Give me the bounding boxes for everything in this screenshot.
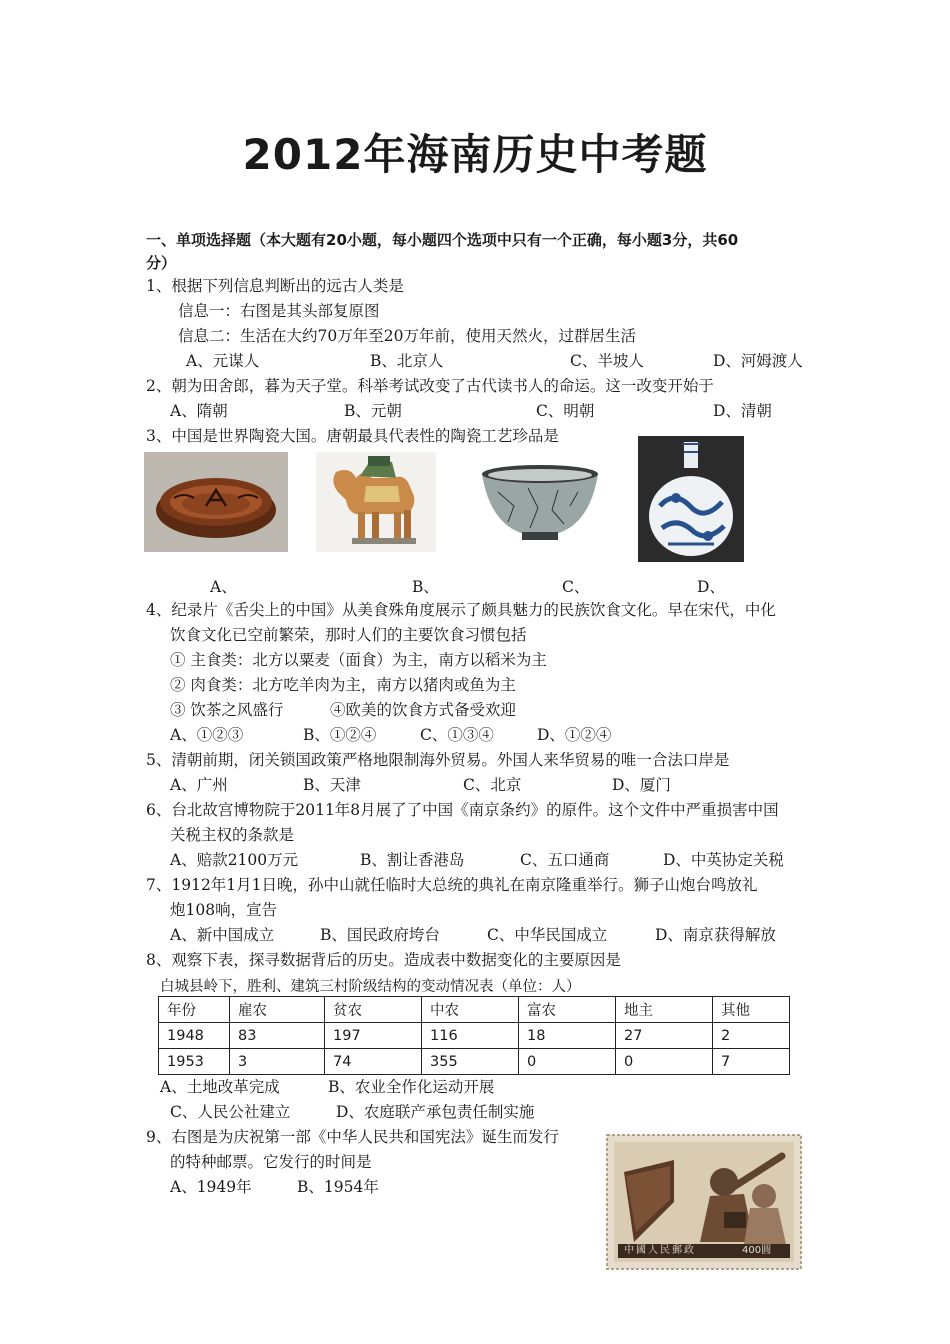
table-cell: 1948 — [159, 1023, 230, 1049]
q6-stem-cont: 关税主权的条款是 — [170, 826, 295, 844]
q7-stem: 7、1912年1月1日晚，孙中山就任临时大总统的典礼在南京隆重举行。狮子山炮台鸣放礼 — [146, 876, 758, 894]
q7-option-d: D、南京获得解放 — [655, 926, 776, 944]
q7-stem-cont: 炮108响，宣告 — [170, 901, 278, 919]
q4-option-d: D、①②④ — [537, 726, 612, 744]
table-cell: 3 — [230, 1049, 325, 1075]
q6-option-c: C、五口通商 — [520, 851, 610, 869]
table-header-cell: 中农 — [422, 997, 519, 1023]
q1-info1: 信息一：右图是其头部复原图 — [178, 302, 380, 320]
q6-option-d: D、中英协定关税 — [663, 851, 784, 869]
q5-stem: 5、清朝前期，闭关锁国政策严格地限制海外贸易。外国人来华贸易的唯一合法口岸是 — [146, 751, 730, 769]
q1-option-a: A、元谋人 — [186, 352, 260, 370]
table-caption: 白城县岭下，胜利、建筑三村阶级结构的变动情况表（单位：人） — [160, 979, 581, 995]
crackle-celadon-bowl-image — [478, 462, 602, 546]
constitution-stamp-image — [604, 1132, 804, 1272]
stamp-value-text: 400圓 — [742, 1245, 772, 1256]
q8-option-b: B、农业全作化运动开展 — [328, 1078, 495, 1096]
table-header-cell: 雇农 — [230, 997, 325, 1023]
q9-option-b: B、1954年 — [297, 1178, 379, 1196]
table-header-cell: 其他 — [713, 997, 790, 1023]
q4-option-c: C、①③④ — [420, 726, 494, 744]
q6-option-b: B、割让香港岛 — [360, 851, 465, 869]
q4-stem: 4、纪录片《舌尖上的中国》从美食殊角度展示了颇具魅力的民族饮食文化。早在宋代，中化 — [146, 601, 776, 619]
table-header-cell: 年份 — [159, 997, 230, 1023]
q2-option-d: D、清朝 — [713, 402, 772, 420]
q1-info2: 信息二：生活在大约70万年至20万年前，使用天然火，过群居生活 — [178, 327, 636, 345]
q4-option-a: A、①②③ — [170, 726, 244, 744]
table-cell: 0 — [519, 1049, 616, 1075]
q4-stem-cont: 饮食文化已空前繁荣，那时人们的主要饮食习惯包括 — [170, 626, 527, 644]
q8-option-c: C、人民公社建立 — [170, 1103, 291, 1121]
table-header-row — [159, 997, 790, 1023]
table-cell: 27 — [616, 1023, 713, 1049]
table-cell: 1953 — [159, 1049, 230, 1075]
q6-stem: 6、台北故宫博物院于2011年8月展了了中国《南京条约》的原件。这个文件中严重损害中国 — [146, 801, 779, 819]
q1-stem: 1、根据下列信息判断出的远古人类是 — [146, 277, 404, 295]
q9-stem: 9、右图是为庆祝第一部《中华人民共和国宪法》诞生而发行 — [146, 1128, 559, 1146]
table-cell: 355 — [422, 1049, 519, 1075]
q3-option-a: A、 — [210, 578, 237, 596]
table-cell: 18 — [519, 1023, 616, 1049]
tang-sancai-camel-image — [316, 452, 436, 552]
stamp-issuer-text: 中國人民郵政 — [624, 1245, 696, 1256]
table-header-cell: 贫农 — [325, 997, 422, 1023]
q5-option-a: A、广州 — [170, 776, 228, 794]
table-row — [159, 1049, 790, 1075]
table-header-cell: 地主 — [616, 997, 713, 1023]
q1-option-c: C、半坡人 — [570, 352, 644, 370]
q1-option-b: B、北京人 — [370, 352, 444, 370]
page-title: 2012年海南历史中考题 — [242, 130, 708, 179]
q3-stem: 3、中国是世界陶瓷大国。唐朝最具代表性的陶瓷工艺珍品是 — [146, 427, 559, 445]
table-row — [159, 1023, 790, 1049]
blue-white-dragon-vase-image — [638, 436, 744, 562]
q4-item2: ② 肉食类：北方吃羊肉为主，南方以猪肉或鱼为主 — [170, 676, 516, 694]
q8-option-d: D、农庭联产承包责任制实施 — [336, 1103, 535, 1121]
table-cell: 2 — [713, 1023, 790, 1049]
q2-option-c: C、明朝 — [536, 402, 595, 420]
painted-pottery-bowl-image — [144, 452, 288, 552]
table-cell: 0 — [616, 1049, 713, 1075]
q1-option-d: D、河姆渡人 — [713, 352, 803, 370]
table-cell: 7 — [713, 1049, 790, 1075]
table-cell: 197 — [325, 1023, 422, 1049]
q5-option-c: C、北京 — [463, 776, 522, 794]
table-cell: 116 — [422, 1023, 519, 1049]
q4-item1: ① 主食类：北方以粟麦（面食）为主，南方以稻米为主 — [170, 651, 547, 669]
q5-option-d: D、厦门 — [612, 776, 671, 794]
table-cell: 74 — [325, 1049, 422, 1075]
q9-stem-cont: 的特种邮票。它发行的时间是 — [170, 1153, 372, 1171]
q6-option-a: A、赔款2100万元 — [170, 851, 299, 869]
section-heading: 一、单项选择题（本大题有20小题，每小题四个选项中只有一个正确，每小题3分，共60 — [146, 231, 739, 249]
q4-item4: ④欧美的饮食方式备受欢迎 — [330, 701, 517, 719]
section-heading-cont: 分） — [146, 254, 177, 272]
q7-option-c: C、中华民国成立 — [487, 926, 608, 944]
class-structure-table — [158, 996, 790, 1075]
q8-option-a: A、土地改革完成 — [160, 1078, 280, 1096]
q8-stem: 8、观察下表，探寻数据背后的历史。造成表中数据变化的主要原因是 — [146, 951, 621, 969]
q7-option-a: A、新中国成立 — [170, 926, 275, 944]
q2-stem: 2、朝为田舍郎，暮为天子堂。科举考试改变了古代读书人的命运。这一改变开始于 — [146, 377, 714, 395]
q3-option-d: D、 — [697, 578, 725, 596]
q9-option-a: A、1949年 — [170, 1178, 252, 1196]
q4-item3: ③ 饮茶之风盛行 — [170, 701, 284, 719]
q5-option-b: B、天津 — [303, 776, 361, 794]
q7-option-b: B、国民政府垮台 — [320, 926, 440, 944]
q3-option-b: B、 — [412, 578, 439, 596]
q2-option-a: A、隋朝 — [170, 402, 228, 420]
q2-option-b: B、元朝 — [344, 402, 402, 420]
table-header-cell: 富农 — [519, 997, 616, 1023]
table-cell: 83 — [230, 1023, 325, 1049]
q3-option-c: C、 — [562, 578, 590, 596]
q4-option-b: B、①②④ — [303, 726, 377, 744]
